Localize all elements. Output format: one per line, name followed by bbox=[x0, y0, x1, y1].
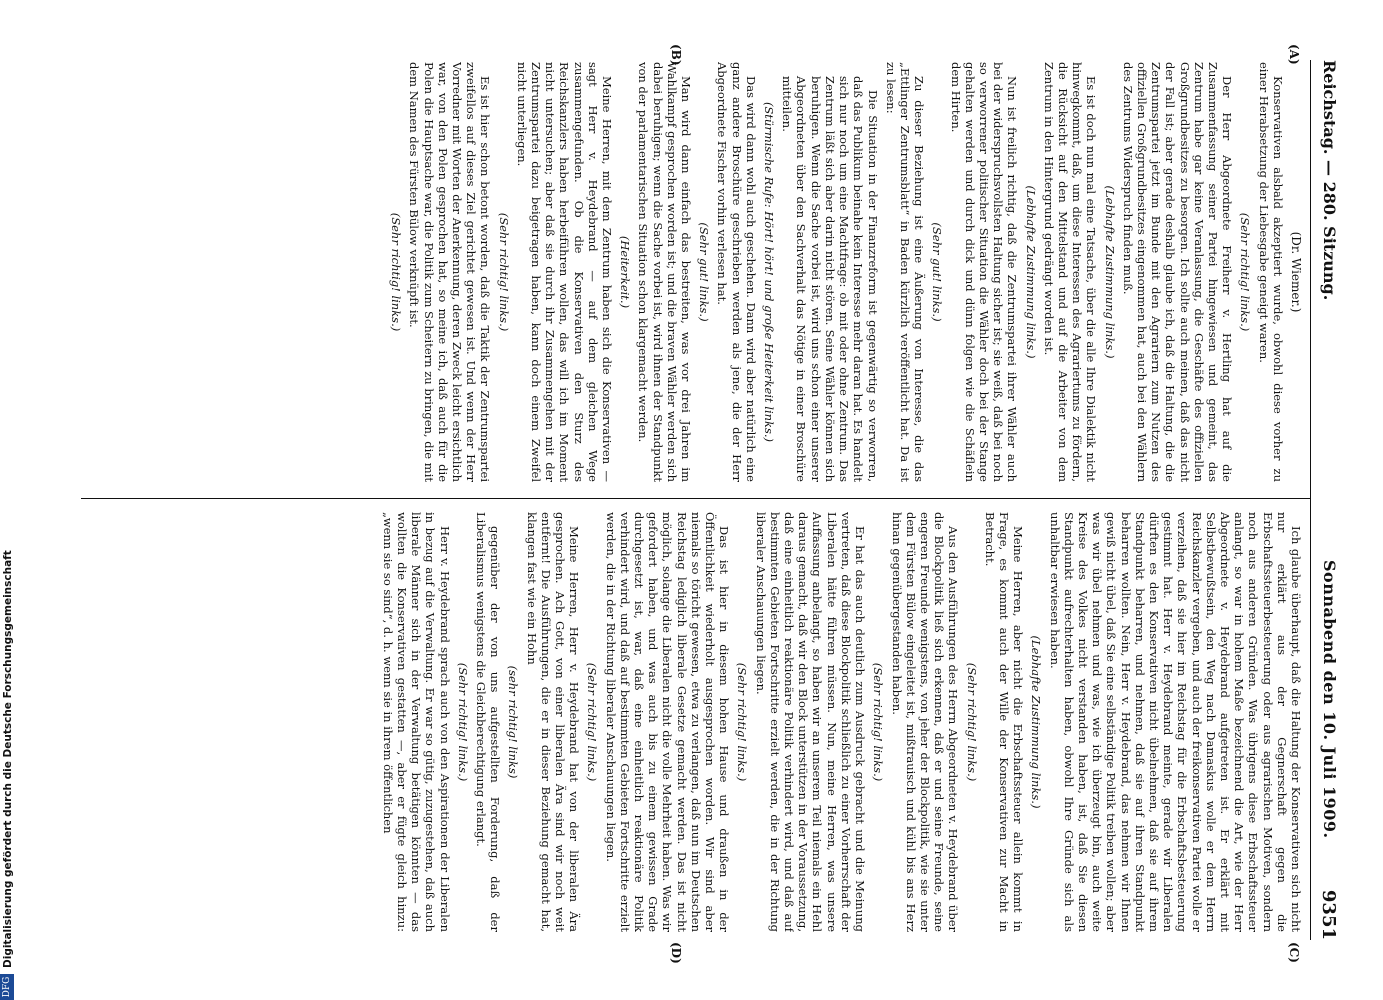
interjection: (Sehr richtig! links.) bbox=[735, 662, 750, 782]
interjection: (Lebhafte Zustimmung links.) bbox=[1029, 635, 1044, 809]
digitization-note: Digitalisierung gefördert durch die Deutsche Forschungsgemeinschaft bbox=[2, 550, 14, 968]
paragraph: Man wird dann einfach das bestreiten, was vor drei Jahren im Wahlkampf gesprochen worden ist; und die braven Wähler werden sich dabei beruhigen; wenn die Sache vorbei ist, wird ihnen der Standpunkt von der parlamentarischen Situation schon klargemacht werden. bbox=[636, 62, 694, 482]
paragraph: Konservativen alsbald akzeptiert wurde, obwohl diese vorher zu einer Herabsetzung der Liebesgabe geneigt waren. bbox=[1256, 62, 1285, 482]
session-title: Reichstag. — 280. Sitzung. bbox=[1320, 60, 1339, 301]
paragraph: gegenüber der von uns aufgestellten Forderung, daß der Liberalismus wenigstens die Gleichberechtigung erlangt. bbox=[474, 512, 503, 932]
page-number: 9351 bbox=[1318, 889, 1339, 940]
margin-letter-b: (B) bbox=[669, 44, 683, 66]
interjection: (Sehr richtig! links.) bbox=[496, 212, 511, 332]
dfg-logo: DFG bbox=[0, 974, 14, 1000]
interjection: (Sehr richtig! links.) bbox=[964, 662, 979, 782]
margin-letter-d: (D) bbox=[669, 942, 683, 964]
paragraph: Er hat das auch deutlich zum Ausdruck gebracht und die Meinung vertreten, daß diese Blockpolitik schließlich zu einer Vorherrschaft der Liberalen hätte führen müssen. Nun, meine Herren, was unsere Auffassung anbelangt, so haben wir an unserem Teil niemals ein Hehl daraus gemacht, daß wir den Block unterstützen in der Voraussetzung, daß eine einheitlich reaktionäre Politik verhindert wird, und daß auf bestimmten Gebieten Fortschritte erzielt werden, die in der Richtung liberaler Anschauungen liegen. bbox=[753, 512, 868, 932]
paragraph: Herr v. Heydebrand sprach auch von den Aspirationen der Liberalen in bezug auf die Verwaltung. Er war so gütig, zuzugestehen, daß auch liberale Männer sich in der Verwaltung betätigen könnten — das wollten die Konservativen gestatten —, aber er fügte gleich hinzu: „wenn sie so sind“, d. h. wenn sie in ihrem öffentlichen bbox=[380, 512, 452, 932]
interjection: (Lebhafte Zustimmung links.) bbox=[1102, 185, 1117, 359]
digitization-footer bbox=[0, 0, 20, 1000]
interjection: (Lebhafte Zustimmung links.) bbox=[1023, 185, 1038, 359]
margin-letter-a: (A) bbox=[1287, 44, 1301, 65]
paragraph: Es ist doch nun mal eine Tatsache, über die alle Ihre Dialektik nicht hinwegkommt, daß, um diese Interessen des Agrariertums zu fördern, die Rücksicht auf den Mittelstand und auf die Arbeiter von dem Zentrum in den Hintergrund gedrängt worden ist. bbox=[1041, 62, 1099, 482]
right-column bbox=[83, 512, 1303, 932]
paragraph: Das ist hier in diesem hohen Hause und draußen in der Öffentlichkeit wiederholt ausgesprochen worden. Wir sind aber niemals so töricht gewesen, etwa zu verlangen, daß nun im Deutschen Reichstag lediglich liberale Gesetze gemacht werden. Das ist nicht möglich, solange die Liberalen nicht die volle Mehrheit haben. Was wir gefordert haben, und was auch bis zu einem gewissen Grade durchgesetzt ist, war, daß eine einheitlich reaktionäre Politik verhindert wird, und daß auf bestimmten Gebieten Fortschritte erzielt werden, die in der Richtung liberaler Anschauungen liegen. bbox=[603, 512, 732, 932]
interjection: (Sehr richtig! links.) bbox=[871, 662, 886, 782]
paragraph: Nun ist freilich richtig, daß die Zentrumspartei ihrer Wähler auch bei der widerspruchsvollsten Haltung sicher ist; sie weiß, daß bei noch so verworrener politischer Situation die Wähler doch bei der Stange gehalten werden und durch dick und dünn folgen wie die Schäflein dem Hirten. bbox=[948, 62, 1020, 482]
interjection: (Sehr richtig! links.) bbox=[585, 662, 600, 782]
column-divider bbox=[81, 498, 1311, 499]
paragraph: Es ist hier schon betont worden, daß die Taktik der Zentrumspartei zweifellos auf dieses Ziel gerichtet gewesen ist. Und wenn der Herr Vorredner mit Worten der Anerkennung, deren Zweck leicht ersichtlich war, von den Polen gesprochen hat, so meine ich, daß auch für die Polen die Hauptsache war, die Politik zum Scheitern zu bringen, die mit dem Namen des Fürsten Bülow verknüpft ist. bbox=[407, 62, 493, 482]
paragraph: Meine Herren, mit dem Zentrum haben sich die Konservativen — sagt Herr v. Heydebrand — auf dem gleichen Wege zusammengefunden. Ob die Konservativen den Sturz des Reichskanzlers haben herbeiführen wollen, das will ich im Moment nicht untersuchen; aber daß sie durch ihr Zusammengehen mit der Zentrumspartei dazu beigetragen haben, kann doch einem Zweifel nicht unterliegen. bbox=[514, 62, 615, 482]
interjection: (Sehr gut! links.) bbox=[930, 222, 945, 322]
left-column bbox=[83, 62, 1303, 482]
interjection: (sehr richtig! links) bbox=[506, 665, 521, 779]
interjection: (Sehr richtig! links.) bbox=[389, 212, 404, 332]
paragraph: Meine Herren, Herr v. Heydebrand hat von der liberalen Ära gesprochen. Ach Gott, von einer liberalen Ära sind wir noch weit entfernt! Die Ausführungen, die er in dieser Beziehung gemacht hat, klangen fast wie ein Hohn bbox=[524, 512, 582, 932]
quotation: Die Situation in der Finanzreform ist gegenwärtig so verworren, daß das Publikum beinahe kein Interesse mehr daran hat. Es handelt sich nur noch um eine Machtfrage: ob mit oder ohne Zentrum. Das Zentrum läßt sich aber darin nicht stören. Seine Wähler können sich beruhigen. Wenn die Sache vorbei ist, wird uns schon einer unserer Abgeordneten über den Sachverhalt das Nötige in einer Broschüre mitteilen. bbox=[780, 76, 880, 482]
margin-letter-c: (C) bbox=[1287, 942, 1301, 963]
interjection: (Sehr richtig! links.) bbox=[1238, 212, 1253, 332]
header-rule bbox=[1310, 60, 1311, 940]
paragraph: Aus den Ausführungen des Herrn Abgeordneten v. Heydebrand über die Blockpolitik ließ sich erkennen, daß er und seine Freunde, seine engeren Freunde wenigstens, von jeher der Blockpolitik, wie sie unter dem Fürsten Bülow eingeleitet ist, mißtrauisch und kühl bis ans Herz hinan gegenübergestanden haben. bbox=[889, 512, 961, 932]
interjection: (Heiterkeit.) bbox=[618, 235, 633, 309]
session-date: Sonnabend den 10. Juli 1909. bbox=[1320, 560, 1339, 839]
paragraph: Ich glaube überhaupt, daß die Haltung der Konservativen sich nicht nur erklärt aus der Gegnerschaft gegen die Erbschaftssteuerbesteuerung oder aus agrarischen Motiven, sondern noch aus anderen Gründen. Was übrigens diese Erbschaftssteuer anlangt, so war in hohem Maße bezeichnend die Art, wie der Herr Abgeordnete v. Heydebrand aufgetreten ist. Er erklärt mit Selbstbewußtsein, den Weg nach Damaskus wolle er dem Herrn Reichskanzler vergeben, und auch der freikonservativen Partei wolle er verzeihen, daß sie hier im Reichstag für die Erbschaftsbesteuerung gestimmt hat. Herr v. Heydebrand meinte, gerade wir Liberalen dürften es den Konservativen nicht übelnehmen, daß sie auf ihrem Standpunkt beharren, und nehmen, daß sie auf ihren Standpunkt beharren wollten. Nein, Herr v. Heydebrand, das nehmen wir Ihnen gewiß nicht übel, daß Sie eine selbständige Politik treiben wollen; aber was wir übel nehmen und was, wie ich überzeugt bin, auch weite Kreise des Volkes nicht verstanden haben, ist, daß Sie diesen Standpunkt aufrechterhalten haben, obwohl Ihre Gründe sich als unhaltbar erwiesen haben. bbox=[1047, 512, 1303, 932]
paragraph: Zu dieser Beziehung ist eine Äußerung von Interesse, die das „Ettlinger Zentrumsblatt“ in Baden kürzlich veröffentlicht hat. Da ist zu lesen: bbox=[883, 62, 927, 482]
interjection: (Sehr gut! links.) bbox=[697, 222, 712, 322]
paragraph: Meine Herren, aber nicht die Erbschaftssteuer allein kommt in Frage, es kommt auch der Wille der Konservativen zur Macht in Betracht. bbox=[982, 512, 1026, 932]
speaker-label: (Dr. Wiemer.) bbox=[1289, 231, 1303, 313]
paragraph: Das wird dann wohl auch geschehen. Dann wird aber natürlich eine ganz andere Broschüre geschrieben werden als jene, die der Herr Abgeordnete Fischer vorhin verlesen hat. bbox=[715, 62, 758, 482]
paragraph: Der Herr Abgeordnete Freiherr v. Hertling hat auf die Zusammenfassung seiner Partei hingewiesen und gemeint, das Zentrum habe gar keine Veranlassung, die Geschäfte des offiziellen Großgrundbesitzes zu besorgen. Ich sollte auch meinen, daß das nicht der Fall ist; aber gerade deshalb glaube ich, daß die Haltung, die die Zentrumspartei jetzt im Bunde mit den Agrariern zum Nutzen des offiziellen Großgrundbesitzes eingenommen hat, auch bei den Wählern des Zentrums Widerspruch finden muß. bbox=[1120, 62, 1235, 482]
page-header bbox=[1313, 60, 1343, 940]
interjection: (Stürmische Rufe: Hört! hört! und große Heiterkeit links.) bbox=[762, 101, 777, 443]
interjection: (Sehr richtig! links.) bbox=[455, 662, 470, 782]
